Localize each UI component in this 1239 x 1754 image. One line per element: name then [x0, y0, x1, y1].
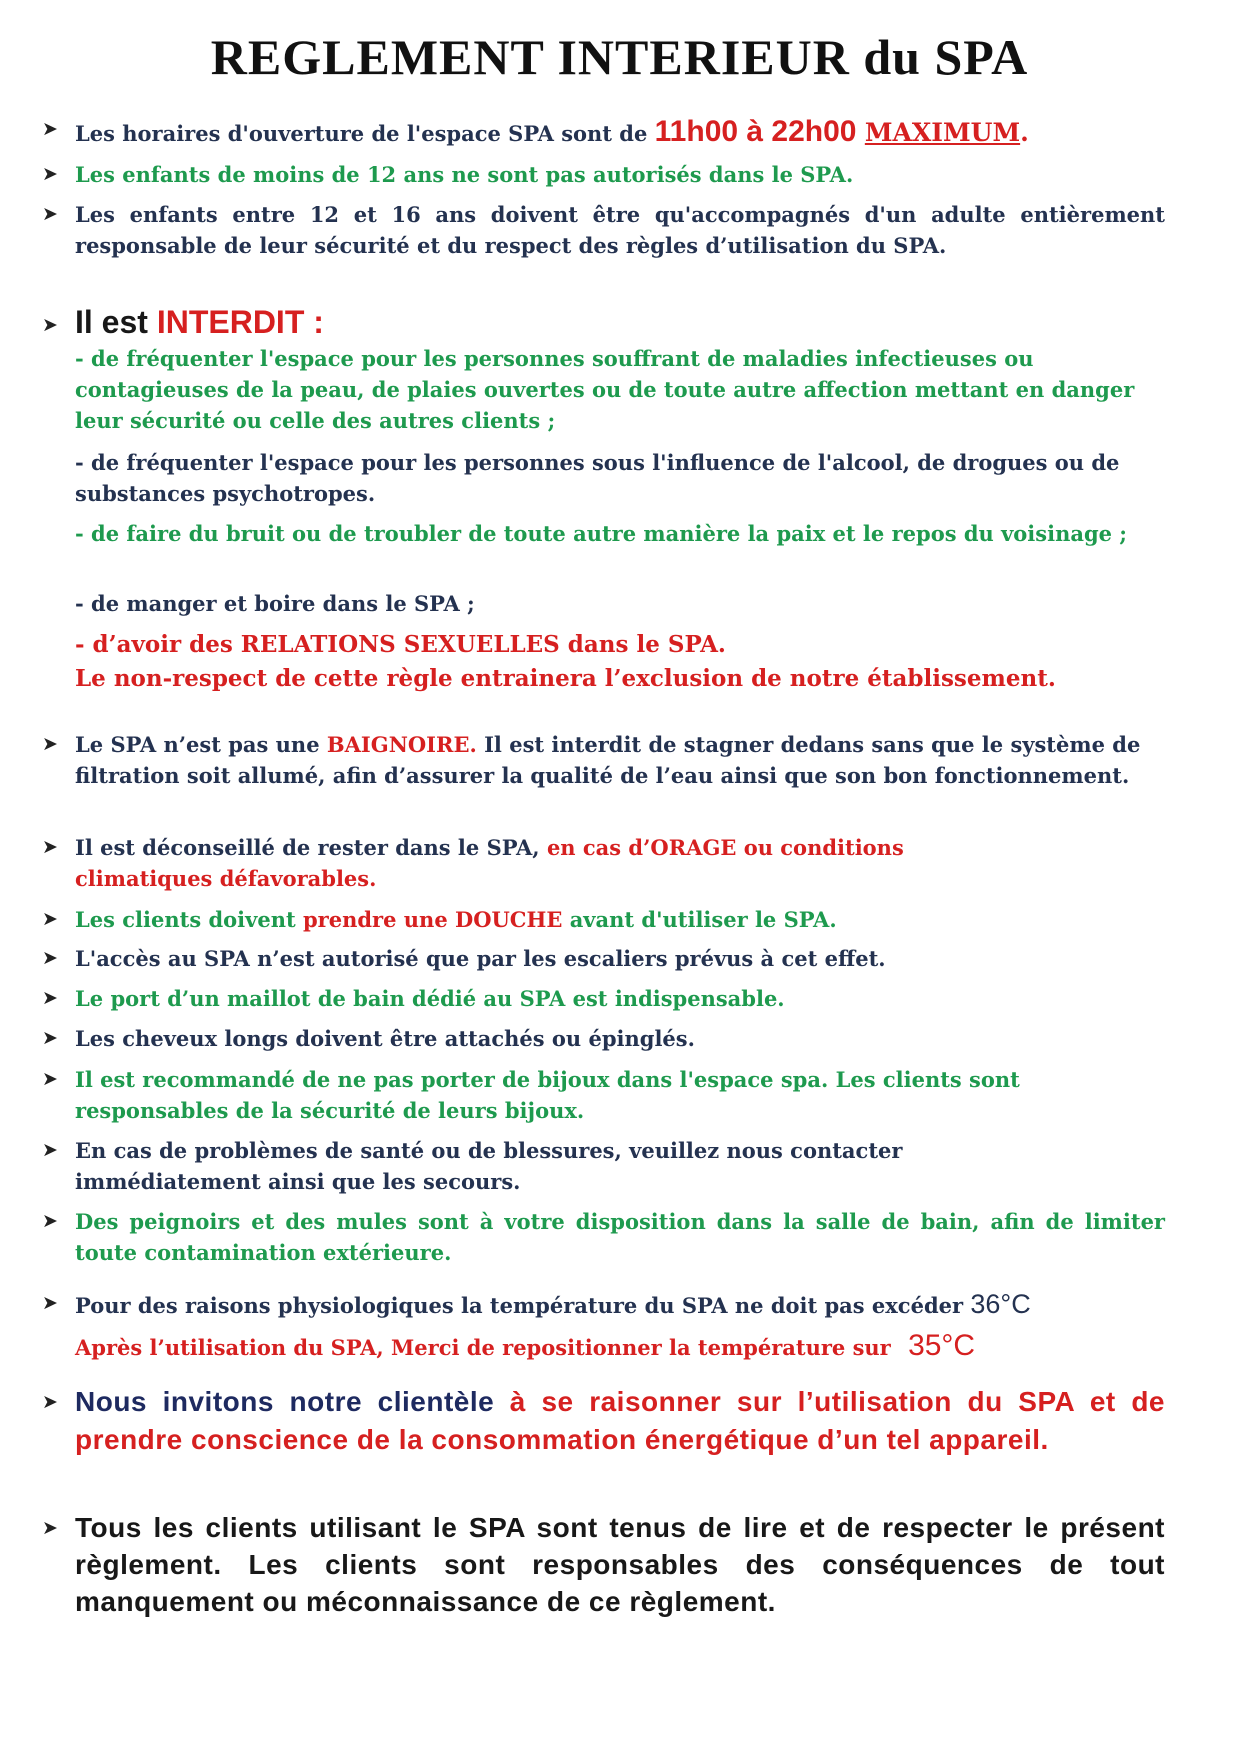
bullet-icon: ➤: [42, 163, 58, 185]
rule-bathrobes: ➤ Des peignoirs et des mules sont à votre disposition dans la salle de bain, afin de limiter toute contamination extérieure.: [75, 1206, 1165, 1268]
rule-storm-warning: ➤ Il est déconseillé de rester dans le SPA, en cas d’ORAGE ou conditions climatiques défavorables.: [75, 832, 1165, 894]
forbidden-sexual-relations: - d’avoir des RELATIONS SEXUELLES dans le SPA.: [75, 631, 726, 658]
max-temperature: 36°C: [970, 1289, 1031, 1319]
bullet-icon: ➤: [42, 314, 58, 336]
exclusion-warning: Le non-respect de cette règle entrainera l’exclusion de notre établissement.: [75, 665, 1056, 692]
rule-long-hair: ➤ Les cheveux longs doivent être attachés ou épinglés.: [75, 1023, 1165, 1054]
bullet-icon: ➤: [42, 1210, 58, 1232]
page-title: REGLEMENT INTERIEUR du SPA: [210, 29, 1029, 85]
rule-jewelry: ➤ Il est recommandé de ne pas porter de bijoux dans l'espace spa. Les clients sont responsables de la sécurité de leurs bijoux.: [75, 1064, 1165, 1126]
forbidden-heading: ➤ Il est INTERDIT :: [75, 302, 1165, 342]
bullet-icon: ➤: [42, 836, 58, 858]
bullet-icon: ➤: [42, 1139, 58, 1161]
rule-stairs: ➤ L'accès au SPA n’est autorisé que par les escaliers prévus à cet effet.: [75, 943, 1165, 974]
rule-children-under-12: ➤ Les enfants de moins de 12 ans ne sont pas autorisés dans le SPA.: [75, 159, 1165, 190]
rule-health-problems: ➤ En cas de problèmes de santé ou de blessures, veuillez nous contacter immédiatement ainsi que les secours.: [75, 1135, 1165, 1197]
bullet-icon: ➤: [42, 1517, 58, 1539]
bullet-icon: ➤: [42, 203, 58, 225]
rule-energy-awareness: ➤ Nous invitons notre clientèle à se raisonner sur l’utilisation du SPA et de prendre conscience de la consommation énergétique d’un tel appareil.: [75, 1383, 1165, 1459]
bullet-icon: ➤: [42, 733, 58, 755]
rule-not-a-bathtub: ➤ Le SPA n’est pas une BAIGNOIRE. Il est interdit de stagner dedans sans que le système de filtration soit allumé, afin d’assurer la qualité de l’eau ainsi que son bon fonctionnement.: [75, 729, 1165, 791]
bullet-icon: ➤: [42, 1391, 58, 1413]
reset-temperature: 35°C: [908, 1329, 976, 1362]
rule-shower: ➤ Les clients doivent prendre une DOUCHE avant d'utiliser le SPA.: [75, 904, 1165, 935]
opening-hours: 11h00 à 22h00: [654, 115, 865, 148]
bullet-icon: ➤: [42, 1068, 58, 1090]
bullet-icon: ➤: [42, 1027, 58, 1049]
forbidden-noise: - de faire du bruit ou de troubler de toute autre manière la paix et le repos du voisinage ;: [75, 521, 1128, 546]
forbidden-alcohol-drugs: - de fréquenter l'espace pour les personnes sous l'influence de l'alcool, de drogues ou de substances psychotropes.: [75, 450, 1120, 506]
bullet-icon: ➤: [42, 118, 58, 140]
forbidden-contagious: - de fréquenter l'espace pour les personnes souffrant de maladies infectieuses ou contagieuses de la peau, de plaies ouvertes ou de toute autre affection mettant en danger leur sécurité ou celle des autres clients ;: [75, 346, 1135, 433]
rule-swimsuit: ➤ Le port d’un maillot de bain dédié au SPA est indispensable.: [75, 983, 1165, 1014]
bullet-icon: ➤: [42, 908, 58, 930]
rule-compliance: ➤ Tous les clients utilisant le SPA sont tenus de lire et de respecter le présent règlement. Les clients sont responsables des conséquences de tout manquement ou méconnaissance de ce règlement.: [75, 1509, 1165, 1620]
bullet-icon: ➤: [42, 987, 58, 1009]
rule-children-12-16: ➤ Les enfants entre 12 et 16 ans doivent être qu'accompagnés d'un adulte entièrement responsable de leur sécurité et du respect des règles d’utilisation du SPA.: [75, 199, 1165, 261]
bullet-icon: ➤: [42, 947, 58, 969]
forbidden-eating-drinking: - de manger et boire dans le SPA ;: [75, 591, 475, 616]
bullet-icon: ➤: [42, 1292, 58, 1314]
rule-opening-hours: ➤ Les horaires d'ouverture de l'espace SPA sont de 11h00 à 22h00 MAXIMUM.: [75, 112, 1165, 154]
maximum-label: MAXIMUM: [864, 118, 1021, 147]
rule-temperature: ➤ Pour des raisons physiologiques la température du SPA ne doit pas excéder 36°C Après l’utilisation du SPA, Merci de repositionner la température sur 35°C: [75, 1286, 1165, 1370]
